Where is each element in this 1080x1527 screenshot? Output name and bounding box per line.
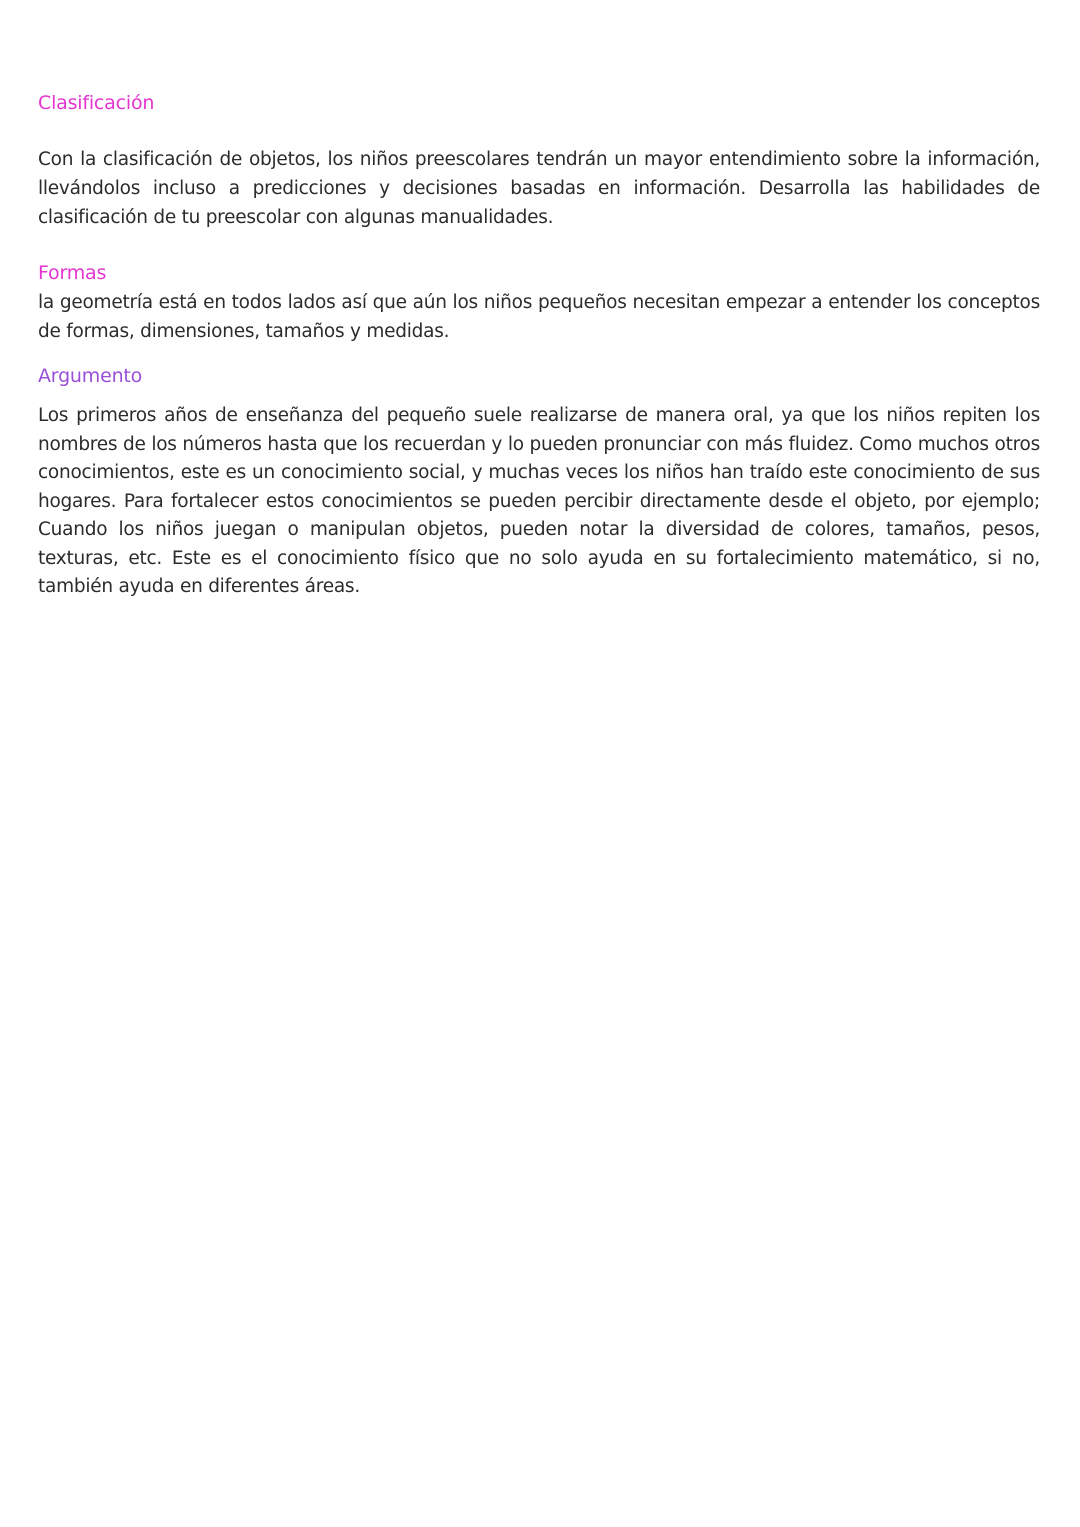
section-heading-clasificacion: Clasificación — [38, 92, 155, 114]
section-heading-formas: Formas — [38, 262, 107, 284]
section-heading-argumento: Argumento — [38, 365, 143, 387]
section-formas — [38, 258, 1040, 346]
section-clasificacion — [38, 88, 1040, 232]
section-argumento — [38, 361, 1040, 602]
document-page — [38, 88, 1040, 602]
section-body-argumento: Los primeros años de enseñanza del pequeño suele realizarse de manera oral, ya que los niños repiten los nombres de los números hasta que los recuerdan y lo pueden pronunciar con más fluidez. Como muchos otros conocimientos, este es un conocimiento social, y muchas veces los niños han traído este conocimiento de sus hogares. Para fortalecer estos conocimientos se pueden percibir directamente desde el objeto, por ejemplo; Cuando los niños juegan o manipulan objetos, pueden notar la diversidad de colores, tamaños, pesos, texturas, etc. Este es el conocimiento físico que no solo ayuda en su fortalecimiento matemático, si no, también ayuda en diferentes áreas. — [38, 405, 1040, 597]
section-body-clasificacion: Con la clasificación de objetos, los niños preescolares tendrán un mayor entendimiento sobre la información, llevándolos incluso a predicciones y decisiones basadas en información. Desarrolla las habilidades de clasificación de tu preescolar con algunas manualidades. — [38, 149, 1040, 228]
section-body-formas: la geometría está en todos lados así que aún los niños pequeños necesitan empezar a entender los conceptos de formas, dimensiones, tamaños y medidas. — [38, 292, 1040, 342]
